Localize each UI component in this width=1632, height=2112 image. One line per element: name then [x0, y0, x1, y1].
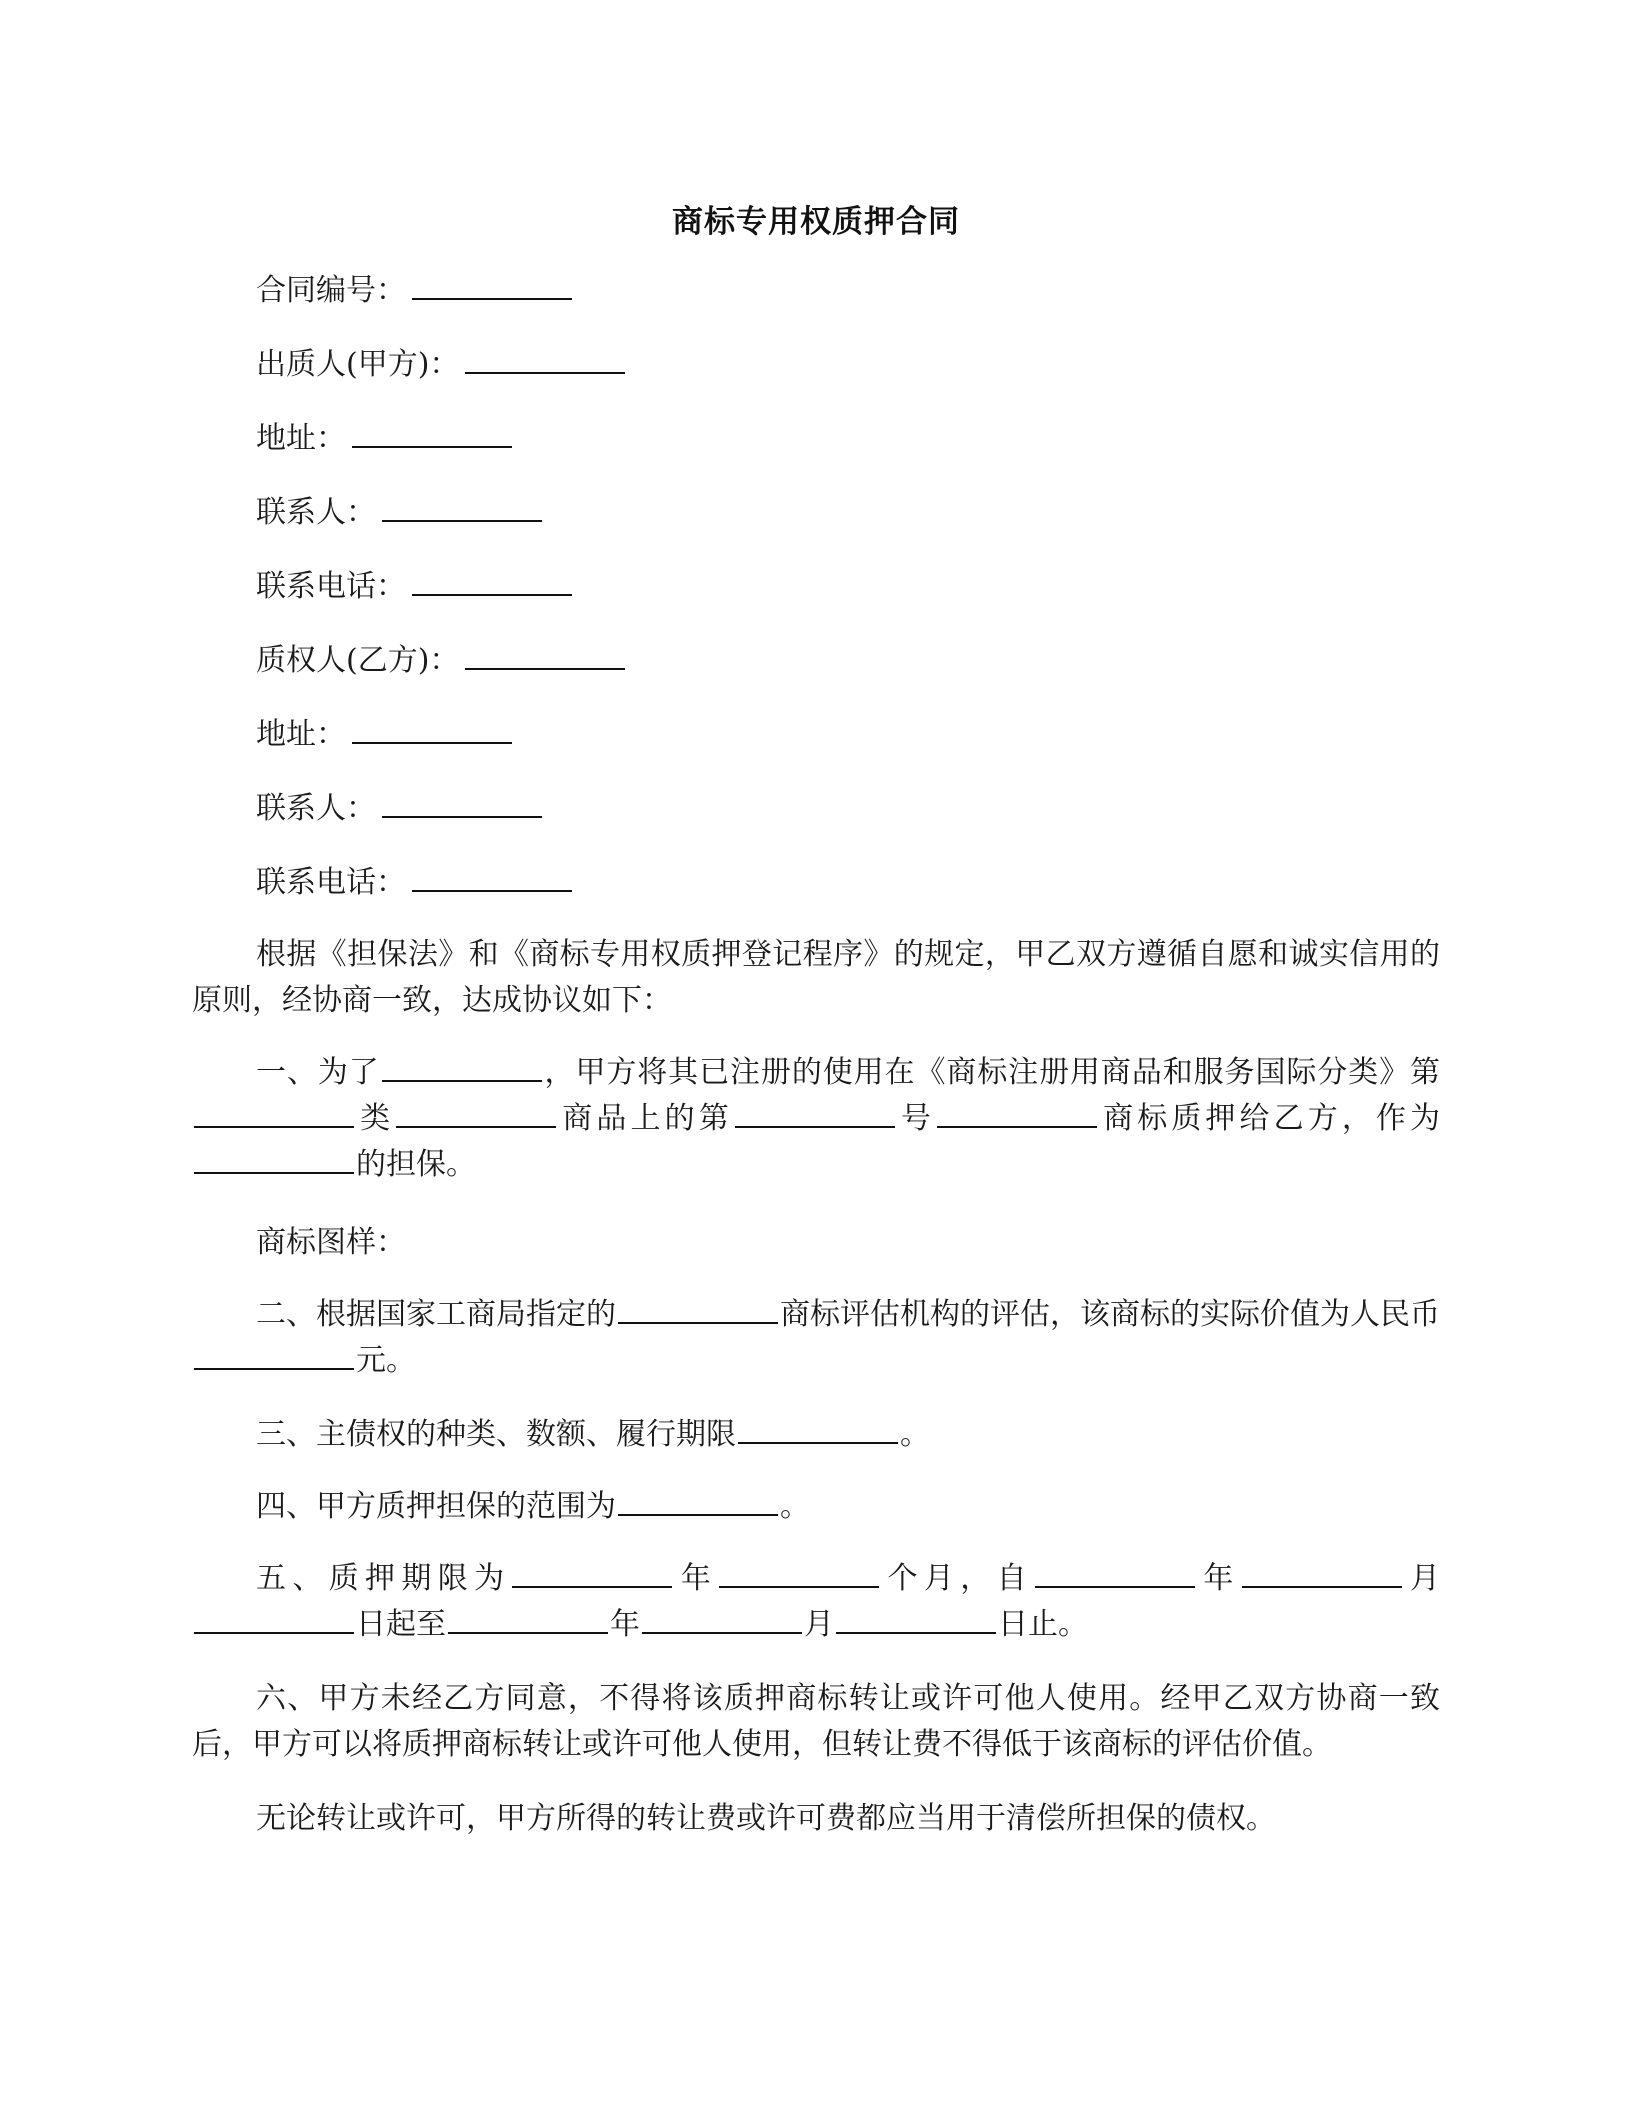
blank-line[interactable] — [448, 1606, 608, 1634]
field-label: 联系电话： — [256, 569, 406, 604]
clause-text: 。 — [900, 1417, 930, 1452]
clause-text: 年 — [1196, 1561, 1240, 1596]
clause-2 — [192, 1292, 1440, 1384]
field-label: 出质人(甲方)： — [256, 347, 460, 382]
clause-text: 。 — [780, 1489, 810, 1524]
clause-6: 六、甲方未经乙方同意，不得将该质押商标转让或许可他人使用。经甲乙双方协商一致后，甲方可以将质押商标转让或许可他人使用，但转让费不得低于该商标的评估价值。 — [192, 1681, 1440, 1762]
blank-line[interactable] — [465, 342, 625, 374]
field-pledgor-address — [256, 416, 512, 459]
clause-text: 一、为了 — [256, 1055, 380, 1090]
blank-line[interactable] — [465, 638, 625, 670]
trademark-sample-label: 商标图样： — [256, 1225, 406, 1260]
field-label: 合同编号： — [256, 273, 406, 308]
clause-text: 类 — [356, 1101, 395, 1136]
field-pledgor-contact — [256, 490, 542, 533]
blank-line[interactable] — [719, 1560, 879, 1588]
blank-line[interactable] — [618, 1488, 778, 1516]
blank-line[interactable] — [382, 1054, 542, 1082]
blank-line[interactable] — [412, 564, 572, 596]
blank-line[interactable] — [194, 1146, 354, 1174]
blank-line[interactable] — [618, 1296, 778, 1324]
field-pledgee-address — [256, 712, 512, 755]
clause-text: 三、主债权的种类、数额、履行期限 — [256, 1417, 736, 1452]
blank-line[interactable] — [1242, 1560, 1402, 1588]
blank-line[interactable] — [396, 1100, 556, 1128]
clause-text: 五、质押期限为 — [256, 1561, 511, 1596]
field-pledgee — [256, 638, 625, 681]
field-pledgee-contact — [256, 786, 542, 829]
clause-text: 二、根据国家工商局指定的 — [256, 1297, 616, 1332]
clause-text: 商标评估机构的评估，该商标的实际价值为人民币 — [780, 1297, 1440, 1332]
field-label: 质权人(乙方)： — [256, 643, 460, 678]
blank-line[interactable] — [412, 268, 572, 300]
clause-text: 月 — [1403, 1561, 1441, 1596]
field-label: 联系电话： — [256, 865, 406, 900]
clause-3 — [192, 1412, 1440, 1458]
field-pledgee-phone — [256, 860, 572, 903]
clause-text: 号 — [896, 1101, 936, 1136]
clause-1 — [192, 1050, 1440, 1188]
blank-line[interactable] — [1035, 1560, 1195, 1588]
clause-text: 商品上的第 — [558, 1101, 733, 1136]
clause-text: 元。 — [356, 1343, 416, 1378]
field-label: 地址： — [256, 717, 346, 752]
clause-text: 年 — [610, 1607, 640, 1642]
blank-line[interactable] — [352, 416, 512, 448]
blank-line[interactable] — [642, 1606, 802, 1634]
field-label: 地址： — [256, 421, 346, 456]
field-label: 联系人： — [256, 791, 376, 826]
clause-text: 年 — [674, 1561, 718, 1596]
blank-line[interactable] — [735, 1100, 895, 1128]
blank-line[interactable] — [352, 712, 512, 744]
document-title: 商标专用权质押合同 — [672, 204, 960, 240]
preamble-paragraph: 根据《担保法》和《商标专用权质押登记程序》的规定，甲乙双方遵循自愿和诚实信用的原则，经协商一致，达成协议如下： — [192, 937, 1440, 1018]
blank-line[interactable] — [512, 1560, 672, 1588]
blank-line[interactable] — [382, 490, 542, 522]
clause-text: 个月，自 — [881, 1561, 1033, 1596]
clause-text: 四、甲方质押担保的范围为 — [256, 1489, 616, 1524]
clause-text: 商标质押给乙方，作为 — [1099, 1101, 1441, 1136]
field-pledgor — [256, 342, 625, 385]
field-label: 联系人： — [256, 495, 376, 530]
clause-text: 日止。 — [998, 1607, 1088, 1642]
blank-line[interactable] — [194, 1100, 354, 1128]
clause-text: 日起至 — [356, 1607, 446, 1642]
blank-line[interactable] — [836, 1606, 996, 1634]
clause-text: ，甲方将其已注册的使用在《商标注册用商品和服务国际分类》第 — [543, 1055, 1441, 1090]
field-pledgor-phone — [256, 564, 572, 607]
clause-4 — [192, 1484, 1440, 1530]
clause-text: 的担保。 — [356, 1147, 476, 1182]
blank-line[interactable] — [194, 1606, 354, 1634]
clause-5 — [192, 1556, 1440, 1648]
clause-7: 无论转让或许可，甲方所得的转让费或许可费都应当用于清偿所担保的债权。 — [256, 1801, 1276, 1836]
blank-line[interactable] — [937, 1100, 1097, 1128]
field-contract-number — [256, 268, 572, 311]
blank-line[interactable] — [412, 860, 572, 892]
clause-text: 月 — [804, 1607, 834, 1642]
blank-line[interactable] — [194, 1342, 354, 1370]
blank-line[interactable] — [738, 1416, 898, 1444]
blank-line[interactable] — [382, 786, 542, 818]
